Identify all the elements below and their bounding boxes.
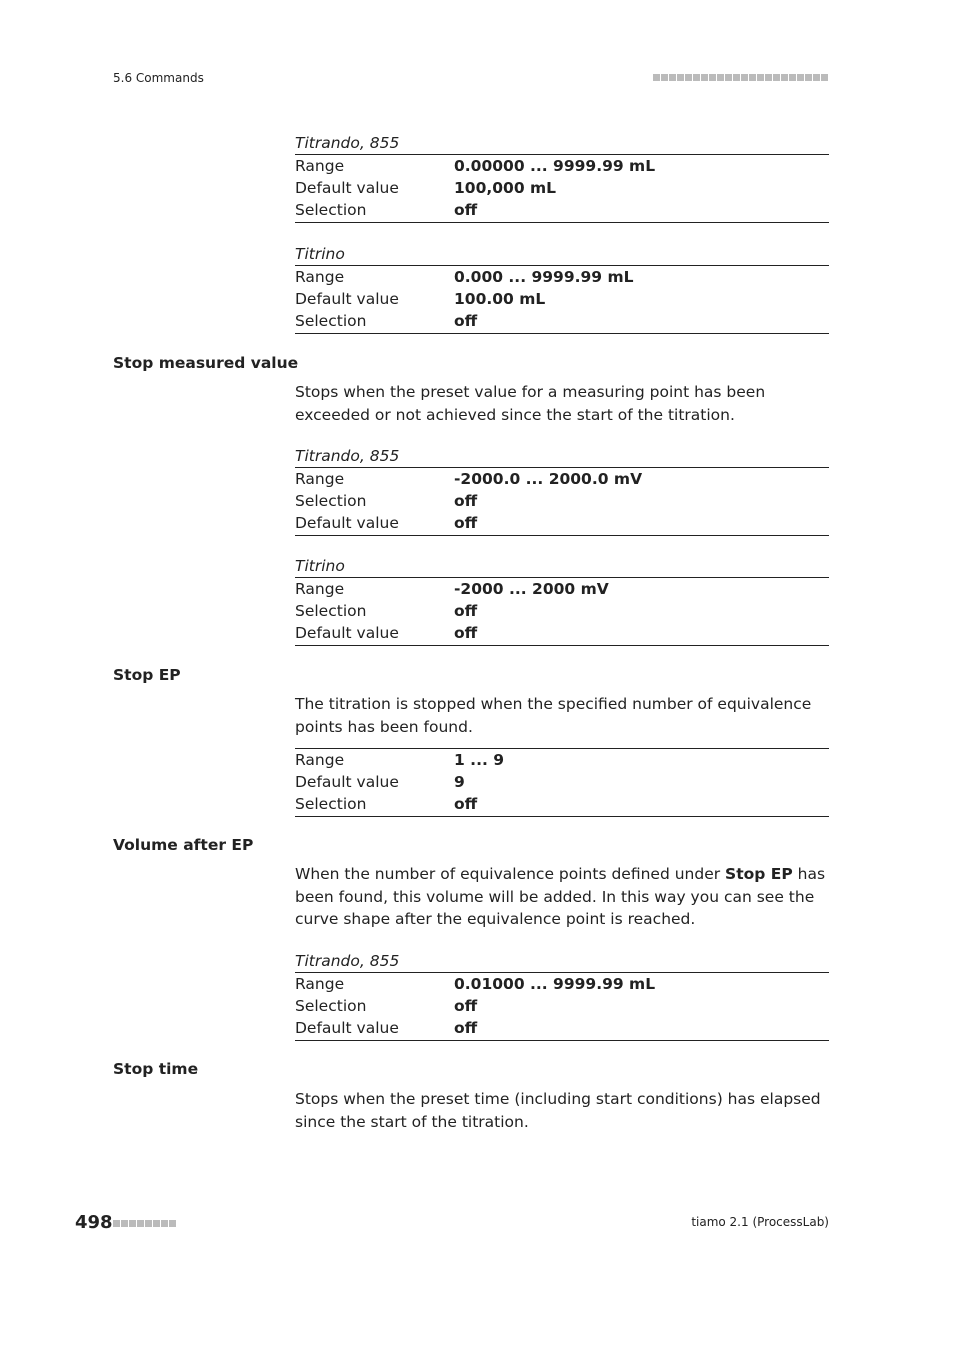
row-key: Selection — [295, 602, 367, 621]
section-description: Stops when the preset time (including start conditions) has elapsed since the start of the titration. — [295, 1090, 821, 1131]
param-table — [295, 950, 829, 1041]
param-table — [295, 555, 829, 646]
row-value: -2000.0 ... 2000.0 mV — [454, 470, 643, 488]
row-value: 0.00000 ... 9999.99 mL — [454, 157, 656, 175]
row-value: off — [454, 997, 478, 1016]
row-key: Default value — [295, 624, 399, 643]
table-row — [295, 973, 829, 995]
section-title: Stop measured value — [113, 354, 299, 372]
table-caption: Titrando, 855 — [295, 952, 400, 970]
table-row — [295, 600, 829, 622]
row-key: Selection — [295, 997, 367, 1016]
table-row — [295, 995, 829, 1017]
table-row — [295, 266, 829, 288]
row-key: Selection — [295, 201, 367, 220]
row-value: 1 ... 9 — [454, 751, 505, 769]
param-table — [295, 445, 829, 536]
table-row — [295, 793, 829, 815]
table-row — [295, 578, 829, 600]
row-value: 0.01000 ... 9999.99 mL — [454, 975, 656, 993]
header-section: 5.6 Commands — [113, 71, 204, 85]
section-description — [295, 863, 831, 931]
row-value: off — [454, 312, 478, 331]
table-row — [295, 155, 829, 177]
section-title: Stop EP — [113, 666, 181, 684]
table-row — [295, 288, 829, 310]
row-key: Default value — [295, 1019, 399, 1038]
table-row — [295, 199, 829, 221]
section-description: Stops when the preset value for a measuring point has been exceeded or not achieved since the start of the titration. — [295, 383, 766, 424]
param-table — [295, 243, 829, 334]
row-value: off — [454, 1019, 478, 1038]
description-bold-ref: Stop EP — [725, 865, 793, 883]
header-decoration — [653, 73, 829, 81]
row-key: Default value — [295, 290, 399, 309]
table-row — [295, 310, 829, 332]
table-caption: Titrando, 855 — [295, 134, 400, 152]
description-text: When the number of equivalence points defined under — [295, 865, 726, 883]
row-key: Range — [295, 580, 345, 598]
table-row — [295, 622, 829, 644]
row-value: off — [454, 602, 478, 621]
table-row — [295, 490, 829, 512]
row-key: Default value — [295, 514, 399, 533]
row-value: 9 — [454, 773, 465, 792]
table-caption: Titrando, 855 — [295, 447, 400, 465]
table-row — [295, 1017, 829, 1039]
page-number: 498 — [75, 1212, 113, 1233]
row-key: Selection — [295, 492, 367, 511]
table-row — [295, 468, 829, 490]
row-value: 0.000 ... 9999.99 mL — [454, 268, 634, 286]
row-key: Selection — [295, 312, 367, 331]
row-key: Range — [295, 975, 345, 993]
row-value: off — [454, 201, 478, 220]
row-key: Range — [295, 470, 345, 488]
section-description: The titration is stopped when the specified number of equivalence points has been found. — [295, 695, 812, 736]
param-table — [295, 132, 829, 223]
row-key: Selection — [295, 795, 367, 814]
row-value: off — [454, 795, 478, 814]
param-table — [295, 748, 829, 817]
table-caption: Titrino — [295, 245, 345, 263]
table-row — [295, 771, 829, 793]
description-text: has been found, this volume will be added. In this way you can see the curve shape after the equivalence point is reached. — [295, 865, 826, 928]
section-title: Volume after EP — [113, 836, 254, 854]
row-key: Range — [295, 268, 345, 286]
row-key: Default value — [295, 773, 399, 792]
table-caption: Titrino — [295, 557, 345, 575]
table-row — [295, 749, 829, 771]
row-value: off — [454, 492, 478, 511]
row-value: off — [454, 624, 478, 643]
table-row — [295, 177, 829, 199]
row-value: -2000 ... 2000 mV — [454, 580, 609, 598]
row-value: 100,000 mL — [454, 179, 557, 198]
section-title: Stop time — [113, 1060, 199, 1078]
row-key: Range — [295, 157, 345, 175]
row-key: Default value — [295, 179, 399, 198]
footer-decoration — [113, 1219, 177, 1227]
row-value: 100.00 mL — [454, 290, 546, 309]
table-row — [295, 512, 829, 534]
row-key: Range — [295, 751, 345, 769]
footer-product: tiamo 2.1 (ProcessLab) — [691, 1215, 829, 1229]
row-value: off — [454, 514, 478, 533]
